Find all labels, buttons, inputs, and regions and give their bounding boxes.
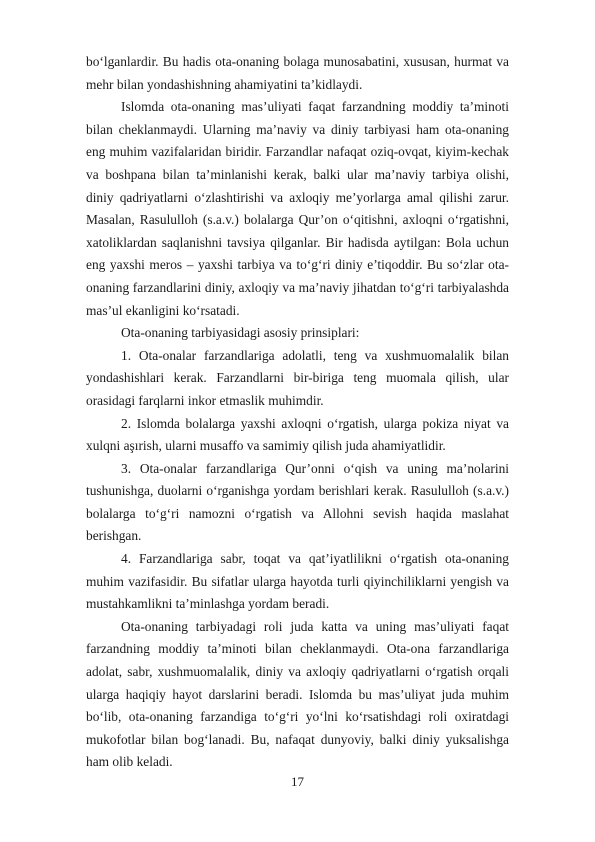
paragraph-conclusion: Ota-onaning tarbiyadagi roli juda katta va uning mas’uliyati faqat farzandning moddiy ta’minoti bilan cheklanmaydi. Ota-ona farzandlariga adolat, sabr, xushmuomalalik, diniy va axloqiy qadriyatlarni o‘rgatish orqali ularga haqiqiy hayot darslarini beradi. Islomda bu mas’uliyat juda muhim bo‘lib, ota-onaning farzandiga to‘g‘ri yo‘lni ko‘rsatishdagi roli oxiratdagi mukofotlar bilan bog‘lanadi. Bu, nafaqat dunyoviy, balki diniy yuksalishga ham olib keladi. (86, 618, 509, 770)
page-number: 17 (291, 774, 304, 789)
paragraph-hadith-conclusion: bo‘lganlardir. Bu hadis ota-onaning bolaga munosabatini, xususan, hurmat va mehr bilan yondashishning ahamiyatini ta’kidlaydi. (86, 54, 509, 92)
list-item-1: 1. Ota-onalar farzandlariga adolatli, teng va xushmuomalalik bilan yondashishlari kerak. Farzandlarni bir-biriga teng muomala qilish, ular orasidagi farqlarni inkor etmaslik muhimdir. (86, 347, 509, 408)
paragraph-parental-responsibility: Islomda ota-onaning mas’uliyati faqat farzandning moddiy ta’minoti bilan cheklanmaydi. Ularning ma’naviy va diniy tarbiyasi ham ota-onaning eng muhim vazifalaridan biridir. Farzandlar nafaqat oziq-ovqat, kiyim-kechak va boshpana bilan ta’minlanishi kerak, balki ular ma’naviy tarbiya olishi, diniy qadriyatlarni o‘zlashtirishi va axloqiy me’yorlarga amal qilishi zarur. Masalan, Rasululloh (s.a.v.) bolalarga Qur’on o‘qitishni, axloqni o‘rgatishni, xatoliklardan saqlanishni tavsiya qilganlar. Bir hadisda aytilgan: Bola uchun eng yaxshi meros – yaxshi tarbiya va to‘g‘ri diniy e’tiqoddir. Bu so‘zlar ota-onaning farzandlarini diniy, axloqiy va ma’naviy jihatdan to‘g‘ri tarbiyalashda mas’ul ekanligini ko‘rsatadi. (86, 99, 509, 318)
list-item-4: 4. Farzandlariga sabr, toqat va qat’iyatlilikni o‘rgatish ota-onaning muhim vazifasidir. Bu sifatlar ularga hayotda turli qiyinchiliklarni yengish va mustahkamlikni ta’minlashga yordam beradi. (86, 551, 509, 612)
list-item-3: 3. Ota-onalar farzandlariga Qur’onni o‘qish va uning ma’nolarini tushunishga, duolarni o‘rganishga yordam berishlari kerak. Rasululloh (s.a.v.) bolalarga to‘g‘ri namozni o‘rgatish va Allohni sevish haqida maslahat berishgan. (86, 460, 509, 544)
paragraph-principles-heading: Ota-onaning tarbiyasidagi asosiy prinsiplari: (121, 325, 360, 341)
list-item-2: 2. Islomda bolalarga yaxshi axloqni o‘rgatish, ularga pokiza niyat va xulqni aşırish, ularni musaffo va samimiy qilish juda ahamiyatlidir. (86, 415, 509, 454)
